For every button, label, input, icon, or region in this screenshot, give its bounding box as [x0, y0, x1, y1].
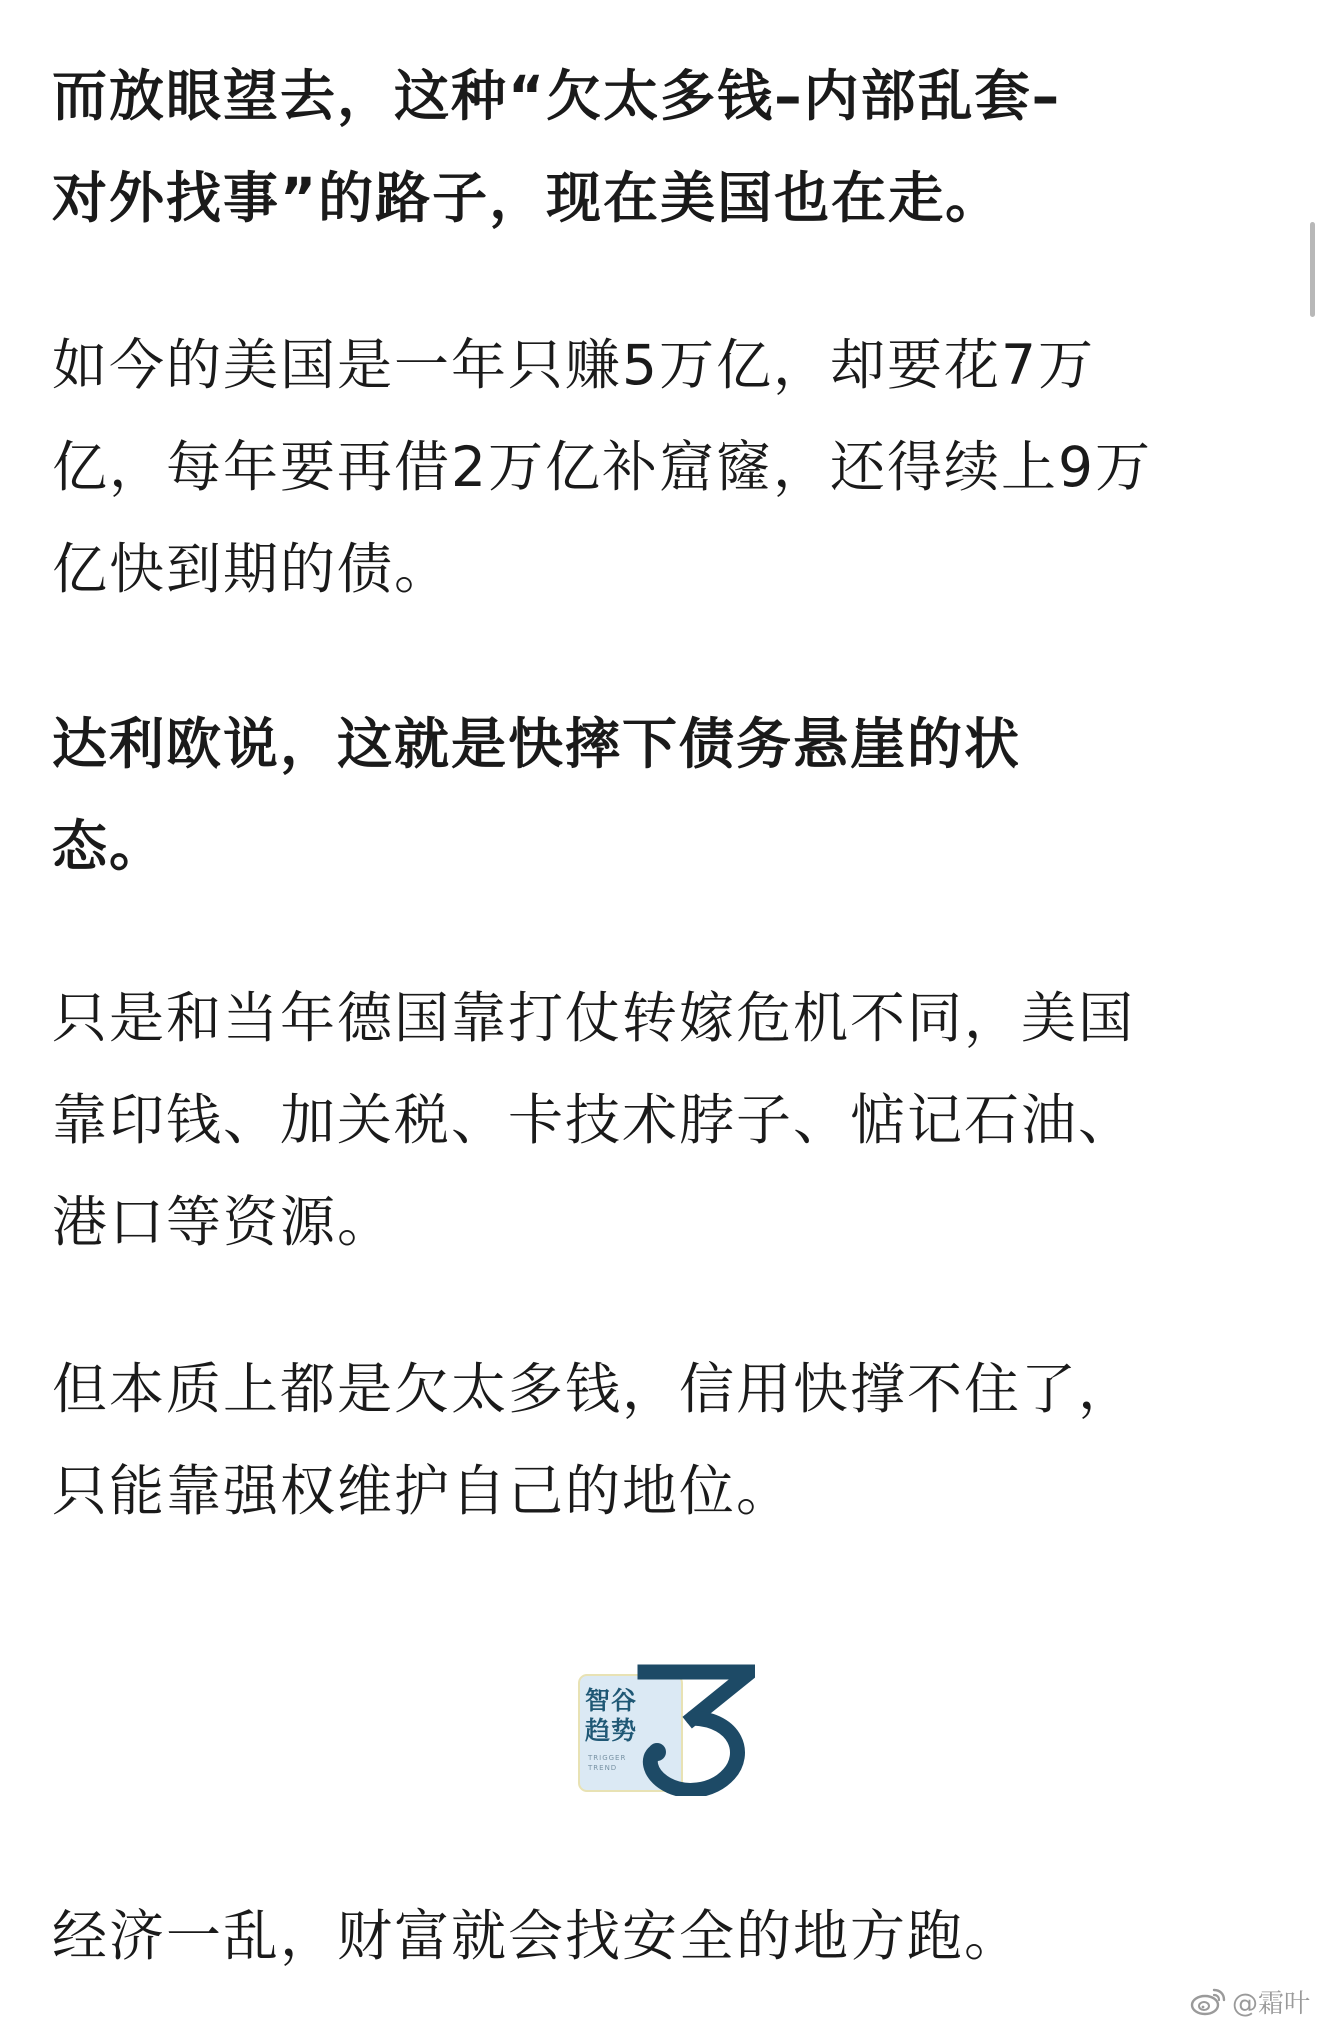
logo-en-line-1: TRIGGER	[588, 1754, 627, 1762]
paragraph-1: 而放眼望去，这种“欠太多钱–内部乱套– 对外找事”的路子，现在美国也在走。	[52, 64, 1062, 230]
trigger-trend-logo	[575, 1636, 755, 1796]
logo-cn-line-2: 趋势	[585, 1716, 638, 1745]
logo-en-line-2: TREND	[588, 1764, 618, 1772]
paragraph-5: 但本质上都是欠太多钱，信用快撑不住了， 只能靠强权维护自己的地位。	[52, 1357, 1136, 1523]
paragraph-6: 经济一乱，财富就会找安全的地方跑。	[52, 1904, 1022, 1968]
scrollbar-thumb[interactable]	[1310, 222, 1315, 317]
weibo-watermark	[1190, 1983, 1310, 2019]
logo-cn-line-1: 智谷	[585, 1686, 638, 1715]
paragraph-2: 如今的美国是一年只赚5万亿，却要花7万 亿，每年要再借2万亿补窟窿，还得续上9万 亿快到期的债。	[52, 333, 1152, 601]
paragraph-3: 达利欧说，这就是快摔下债务悬崖的状 态。	[52, 712, 1022, 878]
weibo-icon	[1190, 1986, 1226, 2016]
number-3-logo-mark-icon	[575, 1636, 755, 1796]
paragraph-4: 只是和当年德国靠打仗转嫁危机不同，美国 靠印钱、加关税、卡技术脖子、惦记石油、 港口等资源。	[52, 986, 1136, 1254]
watermark-text: @霜叶	[1231, 1988, 1310, 2019]
